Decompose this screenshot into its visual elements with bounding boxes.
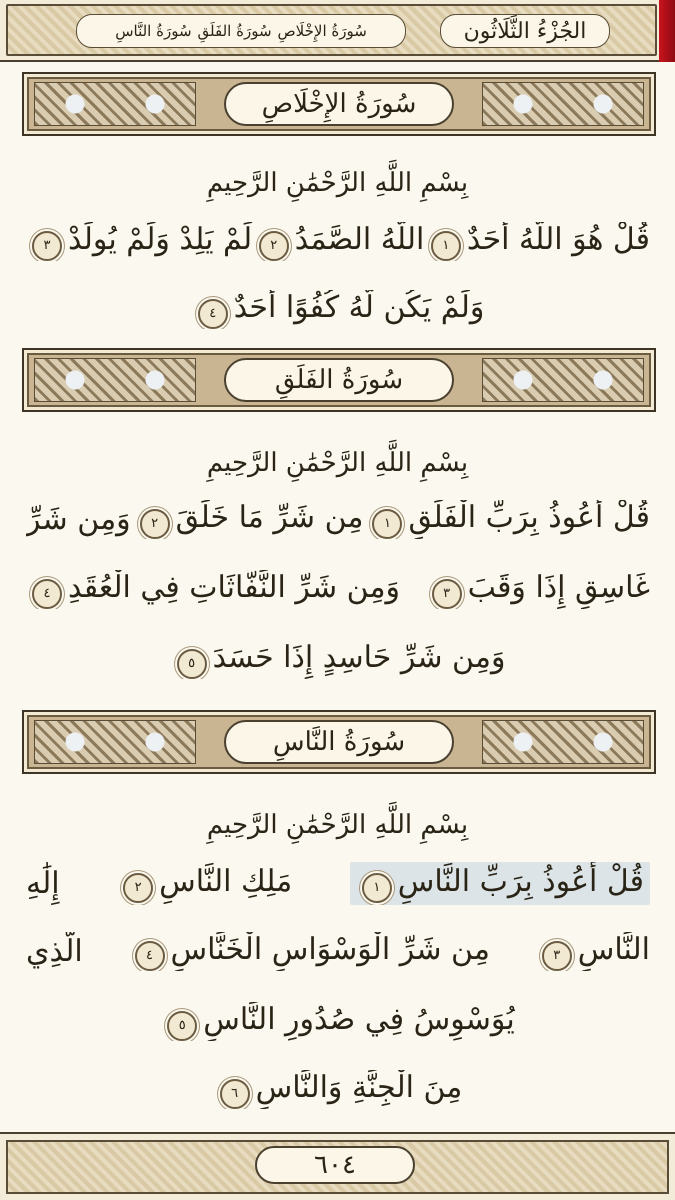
page-footer bbox=[0, 1132, 675, 1200]
surah-header-frame bbox=[22, 348, 656, 412]
verse-line bbox=[26, 570, 650, 609]
ayah-number-icon: ١ bbox=[372, 509, 402, 539]
basmala: بِسْمِ اللَّهِ الرَّحْمَٰنِ الرَّحِيمِ bbox=[206, 168, 469, 198]
surah-title: سُورَةُ النَّاسِ bbox=[224, 720, 454, 764]
ayah-text[interactable]: يُوَسْوِسُ فِي صُدُورِ النَّاسِ٥ bbox=[161, 1002, 515, 1041]
ayah-number-icon: ٢ bbox=[123, 873, 153, 903]
verse-line bbox=[26, 1070, 650, 1109]
basmala: بِسْمِ اللَّهِ الرَّحْمَٰنِ الرَّحِيمِ bbox=[206, 448, 469, 478]
verse-line bbox=[26, 932, 650, 971]
header-surah-name[interactable]: سُورَةُ النَّاسِ bbox=[115, 22, 192, 40]
ayah-number-icon: ١ bbox=[431, 231, 461, 261]
surah-header-frame bbox=[22, 72, 656, 136]
ayah-number-icon: ٥ bbox=[177, 649, 207, 679]
ayah-text[interactable]: لَمْ يَلِدْ وَلَمْ يُولَدْ٣ bbox=[26, 222, 252, 261]
ayah-text[interactable]: قُلْ هُوَ اللَّهُ أَحَدٌ١ bbox=[425, 222, 650, 261]
arabesque-ornament-icon bbox=[34, 82, 196, 126]
header-surah-name[interactable]: سُورَةُ الإِخْلَاصِ bbox=[277, 22, 367, 40]
ayah-number-icon: ٤ bbox=[135, 941, 165, 971]
ayah-text[interactable]: مَلِكِ النَّاسِ٢ bbox=[117, 864, 292, 903]
ayah-number-icon: ٢ bbox=[259, 231, 289, 261]
ayah-text[interactable]: النَّاسِ٣ bbox=[536, 932, 650, 971]
verse-line bbox=[26, 640, 650, 679]
ayah-text[interactable]: إِلَٰهِ bbox=[26, 865, 60, 901]
verse-line bbox=[26, 222, 650, 261]
ayah-text[interactable]: اللَّهُ الصَّمَدُ٢ bbox=[253, 222, 425, 261]
ayah-number-icon: ٥ bbox=[167, 1011, 197, 1041]
page-header bbox=[0, 0, 675, 62]
ayah-text-highlighted[interactable]: قُلْ أَعُوذُ بِرَبِّ النَّاسِ١ bbox=[350, 862, 650, 905]
arabesque-ornament-icon bbox=[482, 358, 644, 402]
juz-label[interactable]: الجُزْءُ الثَّلَاثُون bbox=[440, 14, 610, 48]
ayah-number-icon: ٤ bbox=[198, 299, 228, 329]
arabesque-ornament-icon bbox=[34, 720, 196, 764]
ayah-text[interactable]: وَلَمْ يَكُن لَّهُ كُفُوًا أَحَدٌ٤ bbox=[192, 290, 485, 329]
ayah-number-icon: ٢ bbox=[140, 509, 170, 539]
verse-line bbox=[26, 862, 650, 905]
header-surah-name[interactable]: سُورَةُ الفَلَقِ bbox=[197, 22, 272, 40]
arabesque-ornament-icon bbox=[482, 82, 644, 126]
arabesque-ornament-icon bbox=[34, 358, 196, 402]
arabesque-ornament-icon bbox=[482, 720, 644, 764]
ayah-text[interactable]: وَمِن شَرِّ النَّفَّاثَاتِ فِي الْعُقَدِ٤ bbox=[26, 570, 400, 609]
ayah-text[interactable]: وَمِن شَرِّ bbox=[26, 501, 131, 537]
ayah-text[interactable]: غَاسِقٍ إِذَا وَقَبَ٣ bbox=[426, 570, 650, 609]
bookmark-ribbon-icon[interactable] bbox=[659, 0, 675, 62]
ayah-text[interactable]: مِنَ الْجِنَّةِ وَالنَّاسِ٦ bbox=[214, 1070, 463, 1109]
ayah-text[interactable]: مِن شَرِّ الْوَسْوَاسِ الْخَنَّاسِ٤ bbox=[129, 932, 490, 971]
ayah-text[interactable]: مِن شَرِّ مَا خَلَقَ٢ bbox=[134, 500, 364, 539]
ayah-number-icon: ١ bbox=[362, 873, 392, 903]
verse-line bbox=[26, 290, 650, 329]
header-ornament-band bbox=[6, 4, 657, 56]
ayah-text[interactable]: الَّذِي bbox=[26, 933, 83, 969]
surah-header-frame bbox=[22, 710, 656, 774]
ayah-number-icon: ٣ bbox=[432, 579, 462, 609]
ayah-text[interactable]: قُلْ أَعُوذُ بِرَبِّ الْفَلَقِ١ bbox=[366, 500, 650, 539]
ayah-text[interactable]: وَمِن شَرِّ حَاسِدٍ إِذَا حَسَدَ٥ bbox=[171, 640, 506, 679]
ayah-number-icon: ٦ bbox=[220, 1079, 250, 1109]
header-surah-names bbox=[76, 14, 406, 48]
surah-title: سُورَةُ الفَلَقِ bbox=[224, 358, 454, 402]
ayah-number-icon: ٣ bbox=[32, 231, 62, 261]
surah-title: سُورَةُ الإِخْلَاصِ bbox=[224, 82, 454, 126]
verse-line bbox=[26, 1002, 650, 1041]
verse-line bbox=[26, 500, 650, 539]
ayah-number-icon: ٣ bbox=[542, 941, 572, 971]
ayah-number-icon: ٤ bbox=[32, 579, 62, 609]
basmala: بِسْمِ اللَّهِ الرَّحْمَٰنِ الرَّحِيمِ bbox=[206, 810, 469, 840]
page-number: ٦٠٤ bbox=[255, 1146, 415, 1184]
